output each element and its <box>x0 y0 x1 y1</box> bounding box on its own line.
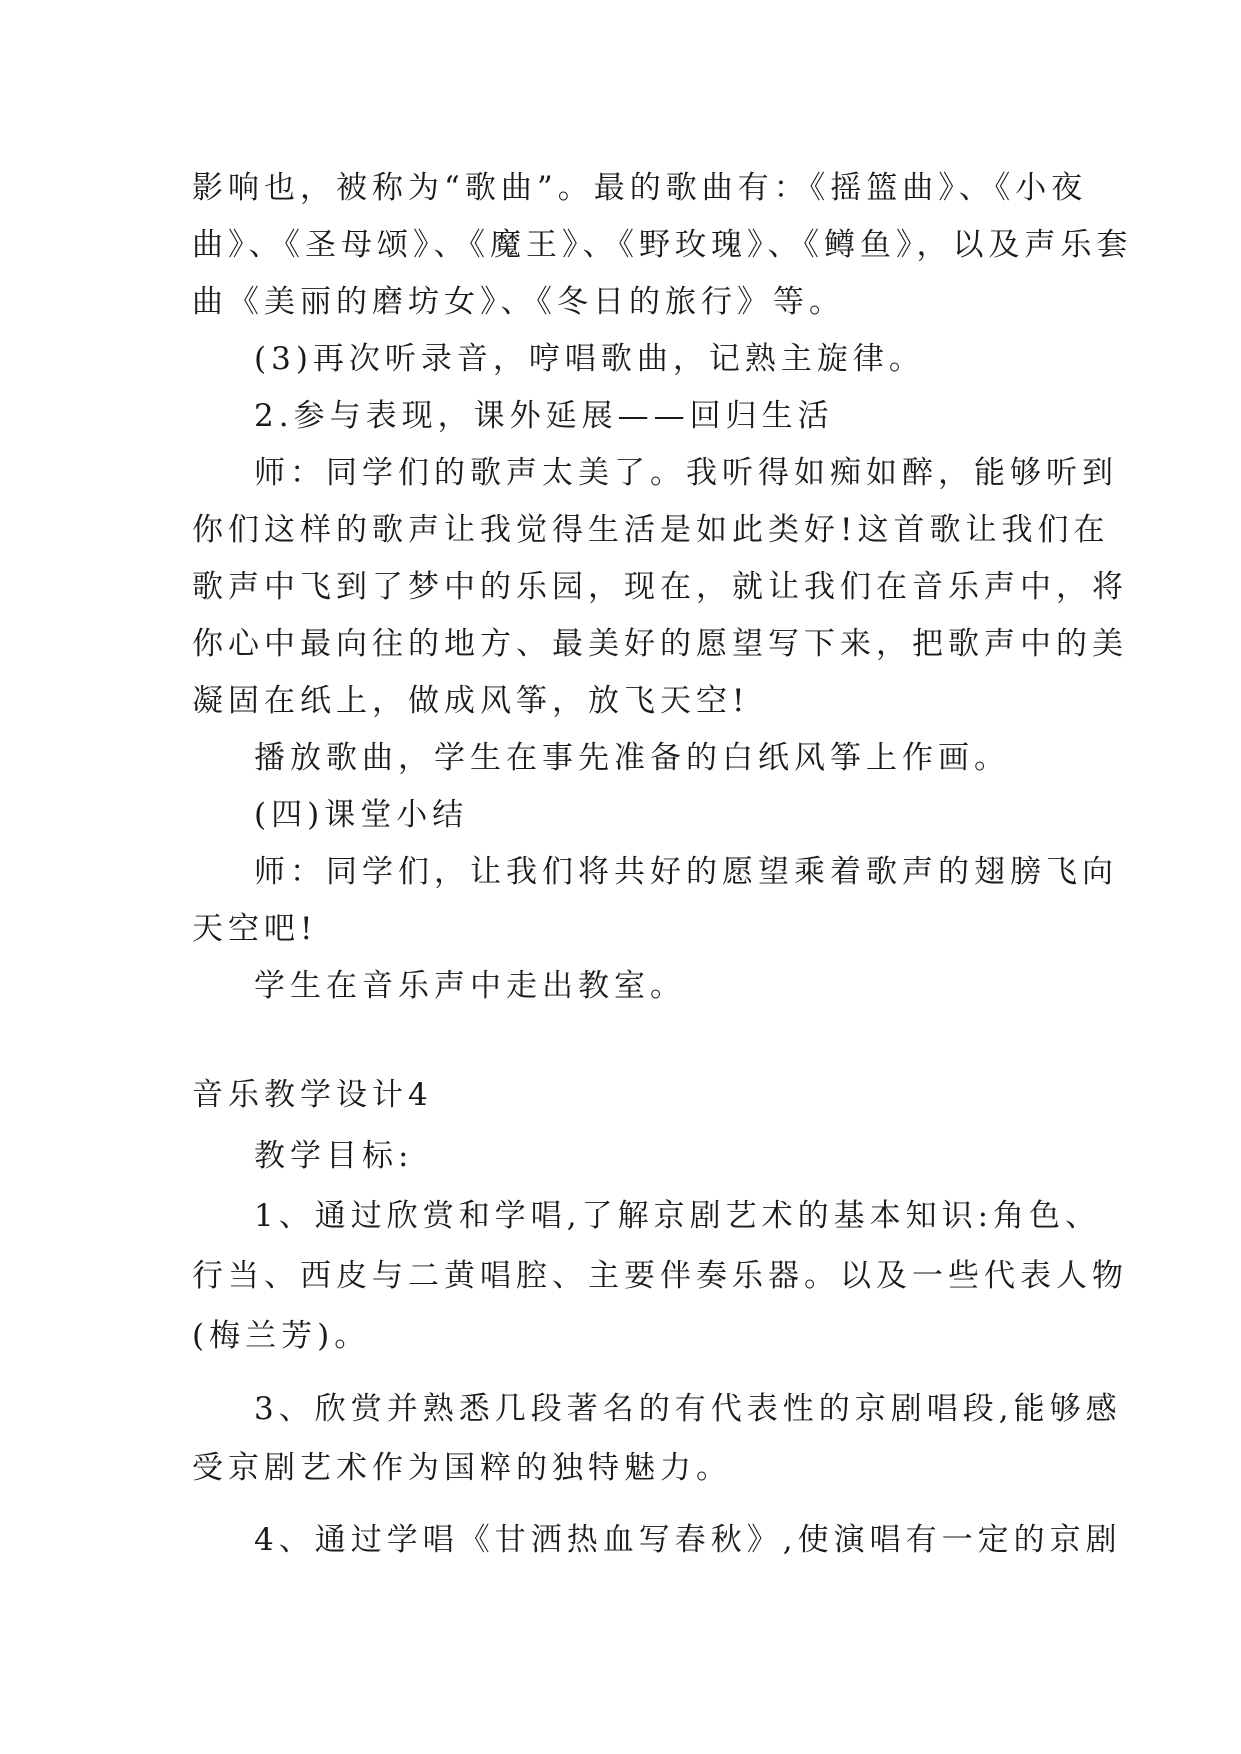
text-line: 4、通过学唱《甘洒热血写春秋》,使演唱有一定的京剧 <box>254 1522 1122 1558</box>
text-line: 学生在音乐声中走出教室。 <box>254 968 686 1004</box>
section-heading: (四)课堂小结 <box>254 797 469 833</box>
document-title: 音乐教学设计4 <box>192 1077 433 1113</box>
text-line: (梅兰芳)。 <box>192 1318 371 1354</box>
section-heading: 教学目标: <box>254 1138 414 1174</box>
text-line: 天空吧! <box>192 911 318 947</box>
text-line: 师：同学们的歌声太美了。我听得如痴如醉，能够听到 <box>254 455 1118 491</box>
text-line: (3)再次听录音，哼唱歌曲，记熟主旋律。 <box>254 341 925 377</box>
text-line: 曲《美丽的磨坊女》、《冬日的旅行》等。 <box>192 284 845 320</box>
text-line: 你心中最向往的地方、最美好的愿望写下来，把歌声中的美 <box>192 626 1128 662</box>
text-line: 歌声中飞到了梦中的乐园，现在，就让我们在音乐声中，将 <box>192 569 1128 605</box>
text-line: 影响也，被称为“歌曲”。最的歌曲有：《摇篮曲》、《小夜 <box>192 170 1088 206</box>
text-line: 行当、西皮与二黄唱腔、主要伴奏乐器。以及一些代表人物 <box>192 1258 1128 1294</box>
text-line: 播放歌曲，学生在事先准备的白纸风筝上作画。 <box>254 740 1010 776</box>
text-line: 1、通过欣赏和学唱,了解京剧艺术的基本知识:角色、 <box>254 1198 1102 1234</box>
text-line: 受京剧艺术作为国粹的独特魅力。 <box>192 1450 732 1486</box>
text-line: 3、欣赏并熟悉几段著名的有代表性的京剧唱段,能够感 <box>254 1391 1122 1427</box>
text-line: 你们这样的歌声让我觉得生活是如此类好!这首歌让我们在 <box>192 512 1110 548</box>
text-line: 师：同学们，让我们将共好的愿望乘着歌声的翅膀飞向 <box>254 854 1118 890</box>
section-heading: 2.参与表现，课外延展——回归生活 <box>254 398 834 434</box>
text-line: 凝固在纸上，做成风筝，放飞天空! <box>192 683 750 719</box>
text-line: 曲》、《圣母颂》、《魔王》、《野玫瑰》、《鳟鱼》，以及声乐套 <box>192 227 1133 263</box>
